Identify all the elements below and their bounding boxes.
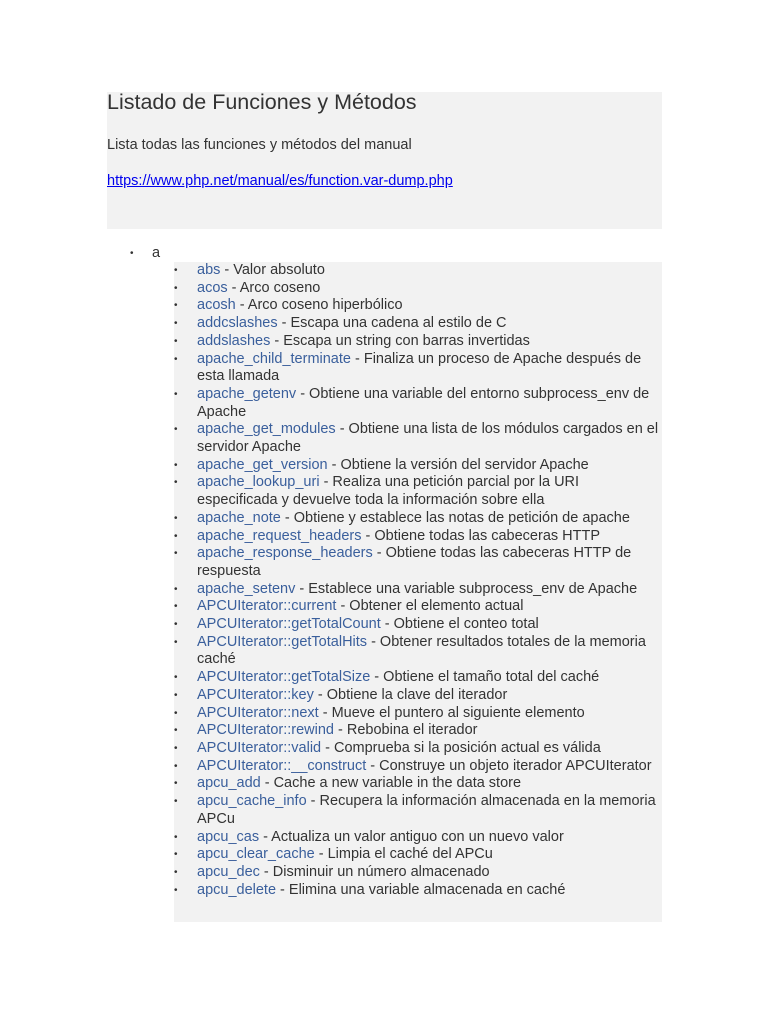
function-description: - Obtiene el conteo total [380,616,539,633]
function-list-item [174,757,663,776]
bullet-icon: • [174,619,178,631]
bullet-icon: • [174,477,178,489]
function-link[interactable]: apcu_add [197,775,261,792]
bullet-icon: • [174,282,178,294]
bullet-icon: • [174,760,178,772]
function-description: - Cache a new variable in the data store [260,775,522,792]
function-description: - Finaliza un proceso de Apache después de esta llamada [197,350,642,385]
page-title: Listado de Funciones y Métodos [107,90,417,114]
bullet-icon: • [174,849,178,861]
function-link[interactable]: apache_note [197,509,281,526]
source-link[interactable]: https://www.php.net/manual/es/function.var-dump.php [107,173,453,189]
function-list-item [174,633,663,669]
function-description: - Obtiene todas las cabeceras HTTP de respuesta [197,545,632,579]
function-description: - Actualiza un valor antiguo con un nuevo valor [259,828,564,845]
function-description: - Arco coseno [227,279,321,296]
function-list-item [174,385,663,421]
function-description: - Mueve el puntero al siguiente elemento [318,704,585,721]
bullet-icon: • [174,300,178,312]
function-link[interactable]: APCUIterator::next [197,704,319,721]
function-description: - Obtener el elemento actual [336,598,524,615]
function-list-item [174,846,663,864]
bullet-icon: • [174,672,178,684]
bullet-icon: • [174,601,178,613]
function-link[interactable]: APCUIterator::current [197,598,337,615]
function-description: - Limpia el caché del APCu [314,846,493,863]
function-link[interactable]: apache_getenv [197,385,297,402]
function-list-item [174,456,663,475]
function-list-item [174,545,663,580]
function-description: - Elimina una variable almacenada en caché [276,881,566,898]
function-description: - Construye un objeto iterador APCUIterator [366,757,652,774]
letter-index-list [130,245,662,263]
function-description: - Escapa un string con barras invertidas [270,332,530,349]
function-list-item [174,881,663,900]
function-list-item [174,315,663,333]
bullet-icon: • [174,742,178,754]
function-list-item [174,863,663,882]
function-description: - Obtiene la clave del iterador [313,686,508,703]
bullet-icon: • [174,353,178,365]
function-link[interactable]: APCUIterator::getTotalHits [197,633,368,650]
bullet-icon: • [174,778,178,790]
function-list-item [174,580,663,599]
function-link[interactable]: apcu_delete [197,881,277,898]
function-list-item [174,527,663,546]
function-description: - Valor absoluto [220,262,325,278]
function-description: - Obtiene y establece las notas de petición de apache [280,509,630,526]
function-list-item [174,509,663,528]
function-list-item [174,686,663,705]
bullet-icon: • [174,459,178,471]
function-list-item [174,828,663,847]
function-list-item [174,332,663,351]
function-list-item [174,793,663,828]
function-description: - Comprueba si la posición actual es válida [321,739,601,756]
bullet-icon: • [174,388,178,400]
function-list-item [174,616,663,634]
function-list-item [174,350,663,386]
bullet-icon: • [174,548,178,560]
function-description: - Establece una variable subprocess_env de Apache [295,580,638,597]
function-list-item [174,739,663,758]
function-list-item [174,262,663,280]
function-list-item [174,421,663,456]
bullet-icon: • [174,636,178,648]
function-list-item [174,704,663,723]
function-list-item [174,669,663,687]
bullet-icon: • [174,725,178,737]
page-subtitle: Lista todas las funciones y métodos del manual [107,137,412,153]
function-description: - Obtiene una variable del entorno subprocess_env de Apache [197,385,650,420]
function-description: - Obtiene una lista de los módulos cargados en el servidor Apache [197,421,659,456]
bullet-icon: • [130,248,134,259]
function-list-item [174,474,663,509]
function-link[interactable]: abs [197,262,221,278]
bullet-icon: • [174,831,178,843]
bullet-icon: • [174,884,178,896]
function-link[interactable]: apcu_cas [197,828,260,845]
function-description: - Arco coseno hiperbólico [235,297,403,314]
function-link[interactable]: APCUIterator::getTotalCount [197,616,381,633]
bullet-icon: • [174,530,178,542]
function-link[interactable]: acosh [197,297,236,314]
letter-label: a [152,245,161,261]
function-link[interactable]: apache_request_headers [197,527,362,544]
function-link[interactable]: apcu_clear_cache [197,846,315,863]
bullet-icon: • [174,689,178,701]
function-list-item [174,775,663,793]
bullet-icon: • [174,512,178,524]
function-description: - Rebobina el iterador [334,722,478,739]
function-list [174,262,663,899]
function-description: - Obtiene todas las cabeceras HTTP [361,527,601,544]
bullet-icon: • [174,424,178,436]
function-description: - Obtener resultados totales de la memoria caché [197,633,646,668]
function-list-item [174,598,663,616]
function-description: - Escapa una cadena al estilo de C [277,315,507,332]
function-list-item [174,279,663,298]
function-link[interactable]: apache_setenv [197,580,296,597]
bullet-icon: • [174,335,178,347]
function-link[interactable]: apache_get_version [197,456,328,473]
function-link[interactable]: APCUIterator::key [197,686,314,703]
function-link[interactable]: apache_response_headers [197,545,373,562]
function-link[interactable]: addslashes [197,332,271,349]
function-link[interactable]: APCUIterator::getTotalSize [197,669,371,686]
function-description: - Obtiene el tamaño total del caché [370,669,600,686]
function-link[interactable]: apcu_cache_info [197,793,307,810]
function-description: - Recupera la información almacenada en la memoria APCu [197,793,656,827]
bullet-icon: • [174,318,178,330]
bullet-icon: • [174,265,178,276]
function-link[interactable]: apache_child_terminate [197,350,351,367]
function-link[interactable]: acos [197,279,228,296]
function-link[interactable]: APCUIterator::__construct [197,757,367,774]
letter-group [130,245,662,263]
function-link[interactable]: APCUIterator::rewind [197,722,334,739]
function-description: - Realiza una petición parcial por la URI especificada y devuelve toda la información sobre ella [197,474,580,509]
function-link[interactable]: APCUIterator::valid [197,739,322,756]
function-link[interactable]: apache_get_modules [197,421,336,438]
function-list-item [174,297,663,315]
bullet-icon: • [174,866,178,878]
function-link[interactable]: apcu_dec [197,863,260,880]
function-list-item [174,722,663,740]
bullet-icon: • [174,796,178,808]
function-description: - Disminuir un número almacenado [259,863,490,880]
bullet-icon: • [174,707,178,719]
bullet-icon: • [174,583,178,595]
function-link[interactable]: apache_lookup_uri [197,474,320,491]
function-description: - Obtiene la versión del servidor Apache [327,456,589,473]
function-link[interactable]: addcslashes [197,315,278,332]
